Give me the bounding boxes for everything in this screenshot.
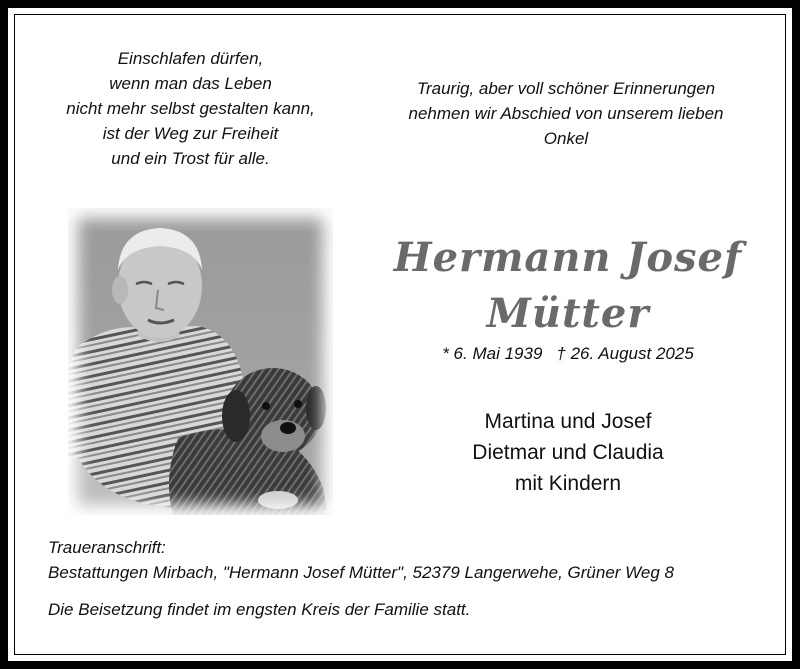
- death-date: † 26. August 2025: [556, 344, 694, 363]
- intro-line: nehmen wir Abschied von unserem lieben: [408, 104, 724, 123]
- address-text: Bestattungen Mirbach, "Hermann Josef Mütter", 52379 Langerwehe, Grüner Weg 8: [48, 563, 674, 582]
- address-label: Traueranschrift:: [48, 538, 166, 557]
- poem-line: wenn man das Leben: [109, 74, 272, 93]
- obituary-card: [7, 7, 793, 662]
- intro-line: Traurig, aber voll schöner Erinnerungen: [416, 79, 716, 98]
- poem-line: nicht mehr selbst gestalten kann,: [66, 99, 315, 118]
- poem-line: Einschlafen dürfen,: [117, 49, 264, 68]
- poem-line: ist der Weg zur Freiheit: [102, 124, 279, 143]
- funeral-note: Die Beisetzung findet im engsten Kreis der Familie statt.: [48, 600, 471, 619]
- mourner-line: Martina und Josef: [484, 410, 652, 433]
- surname: Mütter: [486, 290, 650, 337]
- intro-text: [383, 76, 749, 151]
- condolence-address: [48, 535, 768, 585]
- mourner-line: Dietmar und Claudia: [472, 441, 664, 464]
- poem: [48, 46, 333, 171]
- photo-vignette: [68, 208, 333, 515]
- first-names: Hermann Josef: [393, 234, 743, 281]
- portrait-photo: [68, 208, 333, 515]
- deceased-name: [388, 230, 748, 342]
- mourner-line: mit Kindern: [514, 472, 622, 495]
- poem-line: und ein Trost für alle.: [111, 149, 270, 168]
- birth-date: * 6. Mai 1939: [442, 344, 543, 363]
- mourners: [388, 406, 748, 499]
- life-dates: [388, 342, 748, 366]
- intro-line: Onkel: [543, 129, 589, 148]
